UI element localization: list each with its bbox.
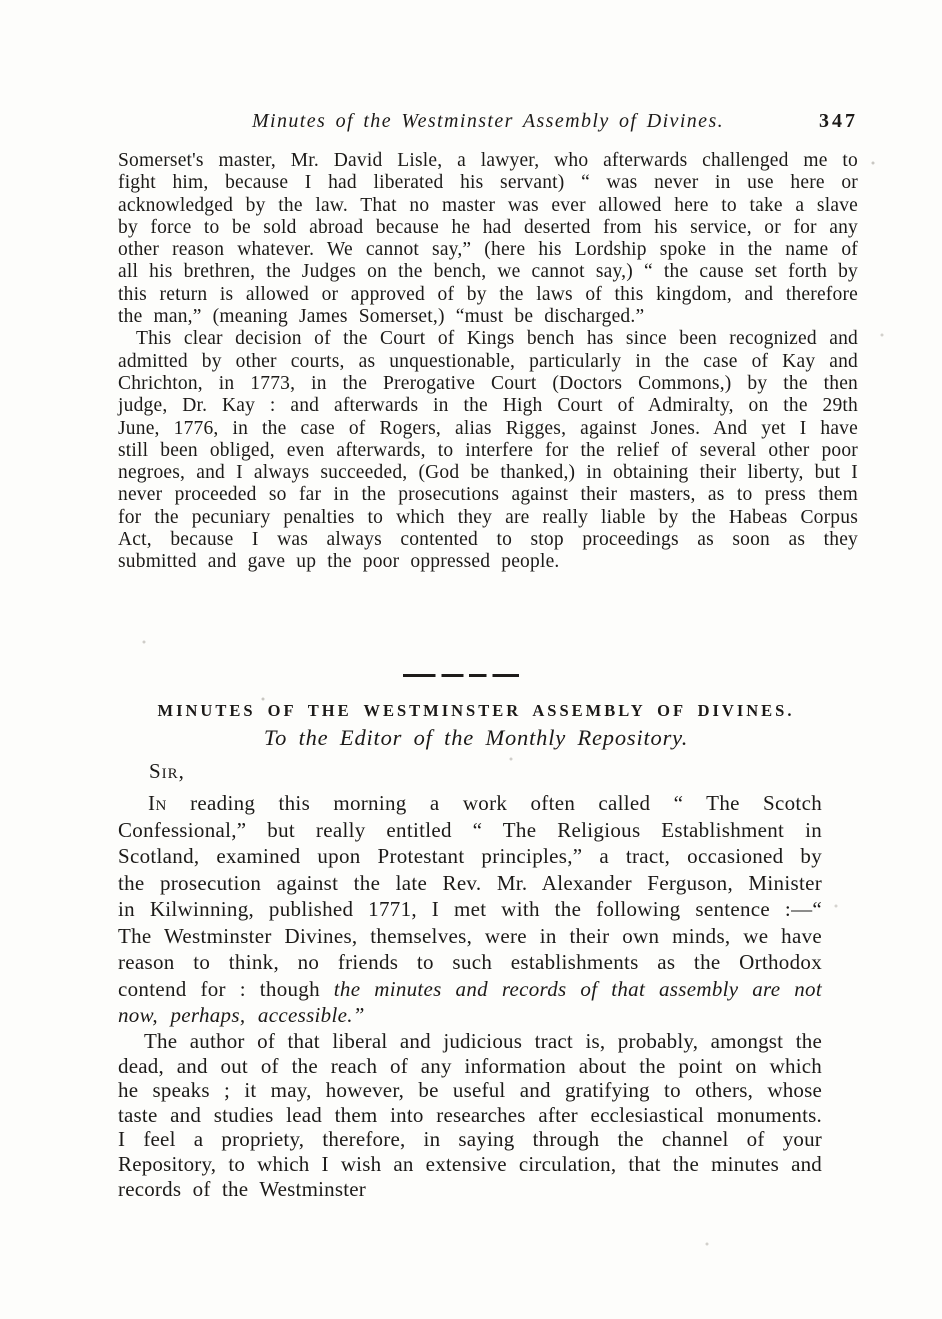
text-run: The author of that liberal and judicious tract is, probably, amongst the dead, and out of the reach of any information about the point on which he speaks ; it may, however, be useful and gratifying to others, whose taste and studies lead them into researches after ecclesiastical monuments. I feel a propriety, therefore, in saying through the channel of your Repository, to which I wish an extensive circulation, that the minutes and records of the Westminster [118, 1029, 822, 1201]
somerset-case-text [118, 150, 858, 574]
text-run: In [148, 791, 167, 815]
text-run: This clear decision of the Court of Kings bench has since been recognized and admitted by other courts, as unquestionable, particularly in the case of Kay and Chrichton, in 1773, in the Prerogative Court (Doctors Commons,) by the then judge, Dr. Kay : and afterwards in the High Court of Admiralty, on the 29th June, 1776, in the case of Rogers, alias Rigges, against Jones. And yet I have still been obliged, even afterwards, to interfere for the relief of several other poor negroes, and I always succeeded, (God be thanked,) in obtaining their liberty, but I never proceeded so far in the prosecutions against their masters, as to press them for the pecuniary penalties to which they are really liable by the Habeas Corpus Act, because I was always contented to stop proceedings as soon as they submitted and gave up the poor oppressed people. [118, 328, 858, 573]
running-head [118, 110, 858, 133]
text-run: reading this morning a work often called “ The Scotch Confessional,” but really entitled “ The Religious Establishment in Scotland, examined upon Protestant principles,” a tract, occasioned by the prosecution against the late Rev. Mr. Alexander Ferguson, Minister in Kilwinning, published 1771, I met with the following sentence :—“ The Westminster Divines, themselves, were in their own minds, we have reason to think, no friends to such establishments as the Orthodox contend for : though [118, 791, 822, 1001]
salutation: Sir, [149, 759, 185, 783]
paragraph [118, 1029, 822, 1201]
paragraph [118, 328, 858, 573]
letter-paragraph-2 [118, 1029, 822, 1201]
section-heading: MINUTES OF THE WESTMINSTER ASSEMBLY OF DIVINES. [157, 701, 795, 720]
text-run: Somerset's master, Mr. David Lisle, a lawyer, who afterwards challenged me to fight him, because I had liberated his servant) “ was never in use here or acknowledged by the law. That no master was ever allowed here to take a slave by force to be sold abroad because he had deserted from his service, or for any other reason whatever. We cannot say,” (here his Lordship spoke in the name of all his brethren, the Judges on the bench, we cannot say,) “ the cause set forth by this return is allowed or approved of by the laws of this kingdom, and therefore the man,” (meaning James Somerset,) “must be discharged.” [118, 150, 859, 328]
scan-specks [0, 0, 2, 2]
running-head-title: Minutes of the Westminster Assembly of Divines. [251, 110, 725, 132]
letter-address-line: To the Editor of the Monthly Repository. [263, 725, 689, 750]
text-run: the minutes and records of that assembly are not now, perhaps, accessible.” [118, 976, 822, 1027]
section-divider-rule [403, 674, 519, 677]
page-number: 347 [819, 110, 858, 132]
paragraph [118, 790, 822, 1029]
letter-paragraph-1 [118, 790, 822, 1029]
paragraph [118, 150, 858, 328]
